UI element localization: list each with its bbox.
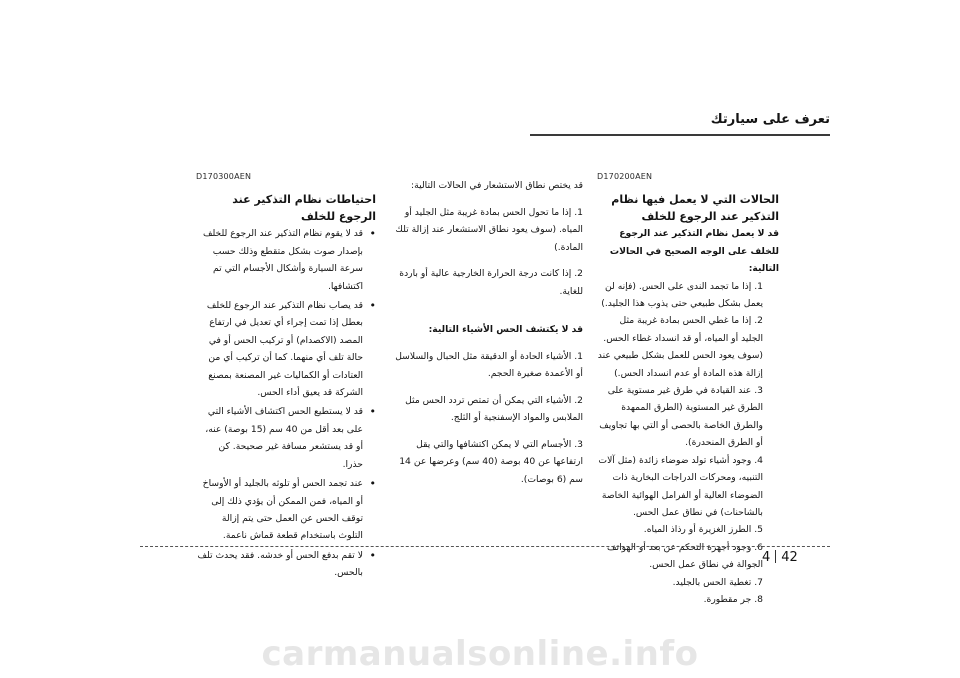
page-separator	[775, 550, 776, 563]
list-item: 1. إذا ما تجمد الندى على الحس. (فإنه لن يعمل بشكل طبيعي حتى يذوب هذا الجليد.)	[601, 280, 763, 310]
watermark: carmanualsonline.info	[261, 634, 699, 674]
intro-line: 1. إذا ما تحول الحس بمادة غريبة مثل الجليد أو المياه. (سوف يعود نطاق الاستشعار عند إزالة تلك المادة.)	[395, 206, 583, 253]
list-item: 2. الأشياء التي يمكن أن تمتص تردد الحس مثل الملابس والمواد الإسفنجية أو الثلج.	[405, 394, 583, 424]
section-title: احتياطات نظام التذكير عند الرجوع للخلف	[232, 193, 376, 224]
list-item: 5. الطرز الغزيرة أو رذاذ المياه.	[643, 524, 763, 536]
intro-line: 2. إذا كانت درجة الحرارة الخارجية عالية أو باردة للغاية.	[399, 268, 583, 297]
bullet-item: • لا تقم بدفع الحس أو خدشه. فقد يحدث تلف بالحس.	[196, 547, 376, 582]
bullet-item: • قد لا يقوم نظام التذكير عند الرجوع للخلف بإصدار صوت بشكل متقطع وذلك حسب سرعة السيارة وأشكال الأجسام التي تم اكتشافها.	[196, 225, 376, 295]
right-column	[597, 168, 779, 608]
footer-rule	[140, 546, 830, 547]
spacer	[388, 309, 583, 321]
section-title: الحالات التي لا يعمل فيها نظام التذكير عند الرجوع للخلف	[611, 193, 779, 224]
section-subheading: قد لا يكتشف الحس الأشياء التالية:	[428, 324, 583, 336]
condition-list	[597, 278, 779, 609]
bullet-item: • قد لا يستطيع الحس اكتشاف الأشياء التي على بعد أقل من 40 سم (15 بوصة) عنه، أو قد يستشعر مسافة غير صحيحة. كن حذرا.	[196, 403, 376, 473]
header-rule	[530, 134, 830, 136]
list-item: 8. جر مقطورة.	[703, 593, 763, 605]
list-item: 2. إذا ما غطي الحس بمادة غريبة مثل الجليد أو المياه، أو قد انسداد غطاء الحس. (سوف يعود الحس للعمل بشكل طبيعي عند إزالة هذه المادة أو عدم انسداد الحس.)	[597, 315, 763, 379]
chapter-number: 4	[762, 550, 771, 565]
list-item: 7. تغطية الحس بالجليد.	[672, 576, 763, 588]
intro-line: قد يختص نطاق الاستشعار في الحالات التالية:	[411, 180, 583, 192]
left-column	[196, 168, 376, 584]
middle-column	[388, 168, 583, 497]
section-code: D170200AEN	[597, 172, 653, 181]
bullet-item: • عند تجمد الحس أو تلوثه بالجليد أو الأوساخ أو المياه، فمن الممكن أن يؤدي ذلك إلى توقف الحس عن العمل حتى يتم إزالة التلوث باستخدام قطعة قماش ناعمة.	[196, 475, 376, 545]
page-number-value: 42	[781, 550, 798, 565]
section-code: D170300AEN	[196, 172, 252, 181]
list-item: 3. عند القيادة في طرق غير مستوية على الطرق غير المستوية (الطرق الممهدة والطرق الخاصة بالحصى أو التي بها تجاويف أو الطرق المنحدرة).	[599, 385, 763, 449]
chapter-title: تعرف على سيارتك	[710, 112, 830, 127]
list-item: 4. وجود أشياء تولد ضوضاء زائدة (مثل آلات التنبيه، ومحركات الدراجات البخارية ذات الضوضاء العالية أو الفرامل الهوائية الخاصة بالشاحنات) في نطاق عمل الحس.	[598, 454, 763, 518]
bullet-item: • قد يصاب نظام التذكير عند الرجوع للخلف بعطل إذا تمت إجراء أي تعديل في ارتفاع المصد (الاكصدام) أو تركيب الحس أو في حالة تلف أي منهما. كما أن تركيب أي من العتادات أو الكماليات غير المصنعة بمصنع الشركة قد يعيق أداء الحس.	[196, 297, 376, 401]
page-number	[762, 550, 798, 565]
list-item: 3. الأجسام التي لا يمكن اكتشافها والتي يقل ارتفاعها عن 40 بوصة (40 سم) وعرضها عن 14 سم (6 بوصات).	[399, 438, 583, 485]
list-item: 1. الأشياء الحادة أو الدقيقة مثل الحبال والسلاسل أو الأعمدة صغيرة الحجم.	[395, 350, 583, 380]
list-item: 6. وجود أجهزة التحكم عن بعد أو الهواتف الجوالة في نطاق عمل الحس.	[607, 541, 763, 571]
section-subheading: قد لا يعمل نظام التذكير عند الرجوع للخلف على الوجه الصحيح في الحالات التالية:	[609, 228, 779, 275]
